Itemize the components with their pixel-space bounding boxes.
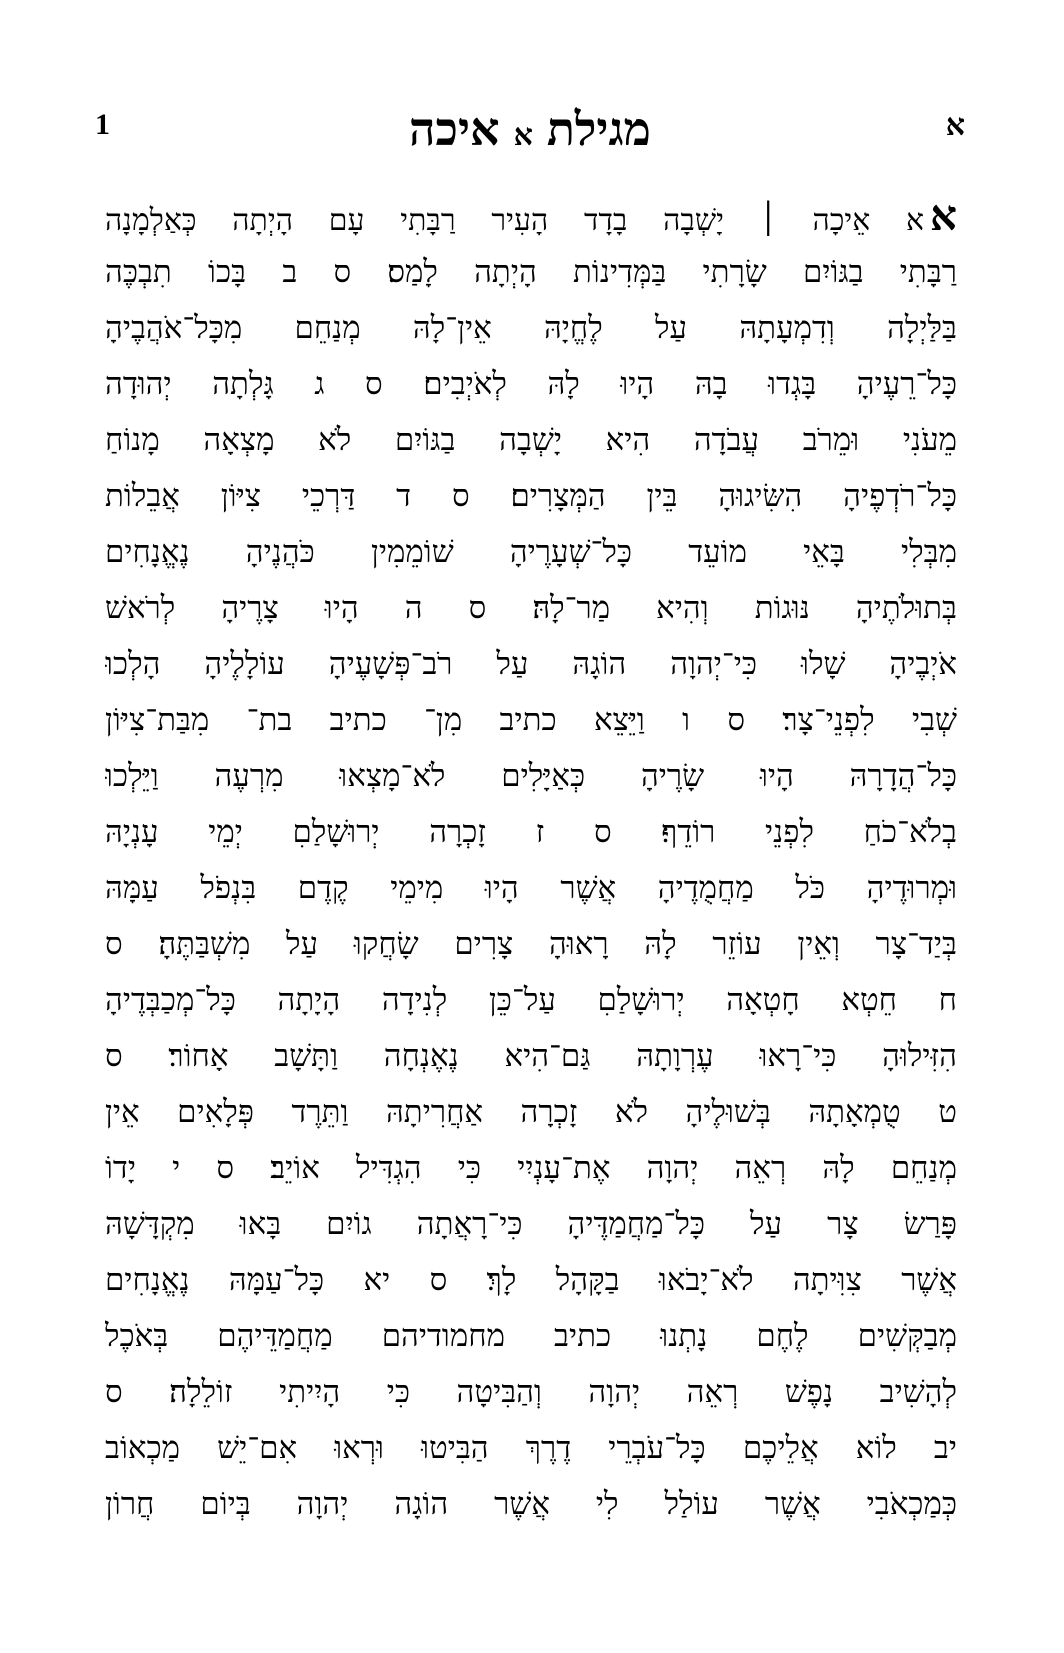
text-line: בְלֹא־כֹחַ לִפְנֵי רוֹדֵף׃ ס ז זָכְרָה יְרוּשָׁלַםִ יְמֵי עָנְיָהּ	[105, 814, 957, 850]
text-line: מְנַחֵם לָהּ רְאֵה יְהוָה אֶת־עָנְיִי כִּי הִגְדִּיל אוֹיֵב׃ ס י יָדוֹ	[105, 1150, 957, 1186]
chapter-corner-letter: א	[945, 108, 965, 143]
title-megillat: מגילת	[546, 102, 651, 156]
text-line: ט טֻמְאָתָהּ בְּשׁוּלֶיהָ לֹא זָכְרָה אַחֲרִיתָהּ וַתֵּרֶד פְּלָאִים אֵין	[105, 1094, 957, 1130]
chapter-initial-letter: א	[930, 191, 957, 240]
main-text	[105, 188, 957, 1532]
text-line: בְּיַד־צָר וְאֵין עוֹזֵר לָהּ רָאוּהָ צָרִים שָׂחֲקוּ עַל מִשְׁבַּתֶּהָ׃ ס	[105, 926, 957, 962]
text-line: הִזִּילוּהָ כִּי־רָאוּ עֶרְוָתָהּ גַּם־הִיא נֶאֶנְחָה וַתָּשָׁב אָחוֹר׃ ס	[105, 1038, 957, 1074]
page-title	[95, 100, 965, 165]
text-line: כָּל־הֲדָרָהּ הָיוּ שָׂרֶיהָ כְּאַיָּלִים לֹא־מָצְאוּ מִרְעֶה וַיֵּלְכוּ	[105, 758, 957, 794]
text-line: רַבָּתִי בַגּוֹיִם שָׂרָתִי בַּמְּדִינוֹת הָיְתָה לָמַס׃ ס ב בָּכוֹ תִבְכֶּה	[105, 254, 957, 290]
text-line: ח חֵטְא חָטְאָה יְרוּשָׁלַםִ עַל־כֵּן לְנִידָה הָיָתָה כָּל־מְכַבְּדֶיהָ	[105, 982, 957, 1018]
text-line: מְבַקְּשִׁים לֶחֶם נָתְנוּ כתיב מחמודיהם מַחֲמַדֵּיהֶם בְּאֹכֶל	[105, 1318, 957, 1354]
chapter-letter: א	[513, 118, 533, 153]
text-line: מִבְּלִי בָּאֵי מוֹעֵד כָּל־שְׁעָרֶיהָ שׁוֹמֵמִין כֹּהֲנֶיהָ נֶאֱנָחִים	[105, 534, 957, 570]
text-line: שְׁבִי לִפְנֵי־צָר׃ ס ו וַיֵּצֵא כתיב מִן־ כתיב בת־ מִבַּת־צִיּוֹן	[105, 702, 957, 738]
text-line: מֵעֹנִי וּמֵרֹב עֲבֹדָה הִיא יָשְׁבָה בַגּוֹיִם לֹא מָצְאָה מָנוֹחַ	[105, 422, 957, 458]
text-line: אֹיְבֶיהָ שָׁלוּ כִּי־יְהוָה הוֹגָהּ עַל רֹב־פְּשָׁעֶיהָ עוֹלָלֶיהָ הָלְכוּ	[105, 646, 957, 682]
page-number: 1	[95, 108, 110, 141]
text-line: לְהָשִׁיב נָפֶשׁ רְאֵה יְהוָה וְהַבִּיטָה כִּי הָיִיתִי זוֹלֵלָה׃ ס	[105, 1374, 957, 1410]
text-line: יב לוֹא אֲלֵיכֶם כָּל־עֹבְרֵי דֶרֶךְ הַבִּיטוּ וּרְאוּ אִם־יֵשׁ מַכְאוֹב	[105, 1430, 957, 1466]
text-line: וּמְרוּדֶיהָ כֹּל מַחֲמֻדֶיהָ אֲשֶׁר הָיוּ מִימֵי קֶדֶם בִּנְפֹל עַמָּהּ	[105, 870, 957, 906]
title-eicha: איכה	[409, 102, 500, 156]
text-line: פָּרַשׂ צָר עַל כָּל־מַחֲמַדֶּיהָ כִּי־רָאֲתָה גוֹיִם בָּאוּ מִקְדָּשָׁהּ	[105, 1206, 957, 1242]
text-line: כָּל־רֵעֶיהָ בָּגְדוּ בָהּ הָיוּ לָהּ לְאֹיְבִים׃ ס ג גָּלְתָה יְהוּדָה	[105, 366, 957, 402]
text-line-content: א אֵיכָה ׀ יָשְׁבָה בָדָד הָעִיר רַבָּתִי עָם הָיְתָה כְּאַלְמָנָה	[105, 203, 925, 238]
text-line: בַּלַּיְלָה וְדִמְעָתָהּ עַל לֶחֱיָהּ אֵין־לָהּ מְנַחֵם מִכָּל־אֹהֲבֶיהָ	[105, 310, 957, 346]
text-line	[105, 188, 957, 244]
text-line: כָּל־רֹדְפֶיהָ הִשִּׂיגוּהָ בֵּין הַמְּצָרִים׃ ס ד דַּרְכֵי צִיּוֹן אֲבֵלוֹת	[105, 478, 957, 514]
text-line: אֲשֶׁר צִוִּיתָה לֹא־יָבֹאוּ בַקָּהָל לָךְ׃ ס יא כָּל־עַמָּהּ נֶאֱנָחִים	[105, 1262, 957, 1298]
text-line: בְּתוּלֹתֶיהָ נּוּגוֹת וְהִיא מַר־לָהּ׃ ס ה הָיוּ צָרֶיהָ לְרֹאשׁ	[105, 590, 957, 626]
text-line: כְּמַכְאֹבִי אֲשֶׁר עוֹלַל לִי אֲשֶׁר הוֹגָה יְהוָה בְּיוֹם חֲרוֹן	[105, 1486, 957, 1522]
page-header	[95, 100, 965, 170]
